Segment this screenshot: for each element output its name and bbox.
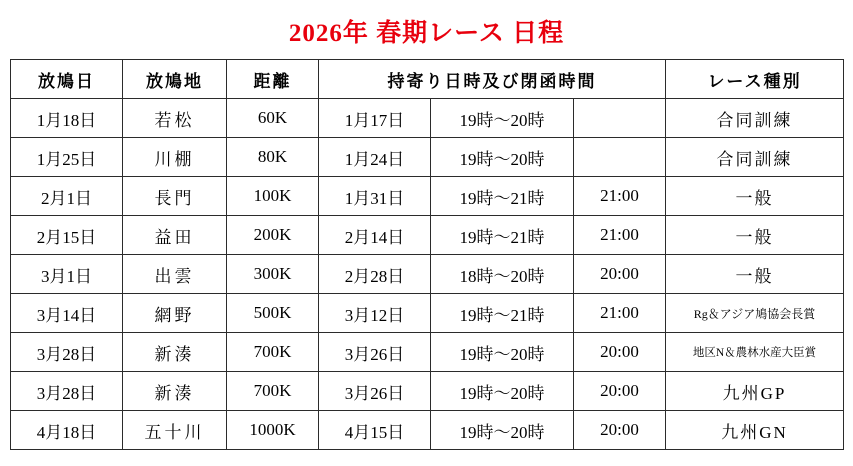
cell-release-place: 益田 bbox=[123, 216, 227, 255]
cell-bring-date: 2月28日 bbox=[319, 255, 431, 294]
cell-close-time: 21:00 bbox=[574, 294, 666, 333]
page-title: 2026年 春期レース 日程 bbox=[288, 20, 565, 47]
cell-bring-time: 19時～20時 bbox=[431, 99, 574, 138]
table-row bbox=[11, 255, 844, 294]
cell-distance: 80K bbox=[227, 138, 319, 177]
cell-distance: 200K bbox=[227, 216, 319, 255]
cell-bring-date: 3月12日 bbox=[319, 294, 431, 333]
column-header-bring-in: 持寄り日時及び閉函時間 bbox=[319, 60, 666, 99]
cell-release-place: 出雲 bbox=[123, 255, 227, 294]
table-row bbox=[11, 99, 844, 138]
cell-bring-time: 19時～20時 bbox=[431, 138, 574, 177]
table-row bbox=[11, 216, 844, 255]
cell-bring-date: 1月17日 bbox=[319, 99, 431, 138]
cell-distance: 300K bbox=[227, 255, 319, 294]
cell-release-place: 川棚 bbox=[123, 138, 227, 177]
cell-close-time: 21:00 bbox=[574, 216, 666, 255]
cell-close-time: 20:00 bbox=[574, 255, 666, 294]
cell-bring-date: 2月14日 bbox=[319, 216, 431, 255]
cell-close-time bbox=[574, 138, 666, 177]
column-header-distance: 距離 bbox=[227, 60, 319, 99]
cell-release-date: 3月28日 bbox=[11, 372, 123, 411]
cell-release-date: 1月25日 bbox=[11, 138, 123, 177]
cell-bring-date: 4月15日 bbox=[319, 411, 431, 450]
cell-bring-time: 19時～21時 bbox=[431, 177, 574, 216]
cell-race-type: 九州GP bbox=[666, 372, 844, 411]
cell-race-type: 一般 bbox=[666, 255, 844, 294]
cell-bring-time: 19時～21時 bbox=[431, 294, 574, 333]
race-schedule-table bbox=[10, 59, 844, 450]
cell-release-date: 2月15日 bbox=[11, 216, 123, 255]
cell-distance: 500K bbox=[227, 294, 319, 333]
cell-close-time: 20:00 bbox=[574, 333, 666, 372]
cell-bring-time: 18時～20時 bbox=[431, 255, 574, 294]
cell-distance: 60K bbox=[227, 99, 319, 138]
table-row bbox=[11, 411, 844, 450]
cell-race-type: 一般 bbox=[666, 177, 844, 216]
table-header bbox=[11, 60, 844, 99]
cell-distance: 1000K bbox=[227, 411, 319, 450]
cell-bring-time: 19時～20時 bbox=[431, 411, 574, 450]
cell-close-time: 20:00 bbox=[574, 411, 666, 450]
cell-bring-time: 19時～20時 bbox=[431, 333, 574, 372]
cell-bring-date: 1月31日 bbox=[319, 177, 431, 216]
column-header-race-type: レース種別 bbox=[666, 60, 844, 99]
cell-release-place: 新湊 bbox=[123, 333, 227, 372]
cell-distance: 100K bbox=[227, 177, 319, 216]
cell-bring-time: 19時～20時 bbox=[431, 372, 574, 411]
cell-race-type: 合同訓練 bbox=[666, 99, 844, 138]
cell-race-type: Rg＆アジア鳩協会長賞 bbox=[666, 294, 844, 333]
cell-bring-date: 3月26日 bbox=[319, 372, 431, 411]
column-header-release-date: 放鳩日 bbox=[11, 60, 123, 99]
column-header-release-place: 放鳩地 bbox=[123, 60, 227, 99]
cell-release-place: 新湊 bbox=[123, 372, 227, 411]
cell-release-place: 五十川 bbox=[123, 411, 227, 450]
cell-release-place: 若松 bbox=[123, 99, 227, 138]
cell-distance: 700K bbox=[227, 333, 319, 372]
table-body bbox=[11, 99, 844, 450]
table-row bbox=[11, 372, 844, 411]
table-row bbox=[11, 294, 844, 333]
table-row bbox=[11, 333, 844, 372]
cell-bring-date: 3月26日 bbox=[319, 333, 431, 372]
cell-release-date: 4月18日 bbox=[11, 411, 123, 450]
schedule-table-wrapper bbox=[0, 59, 853, 450]
cell-close-time: 21:00 bbox=[574, 177, 666, 216]
cell-release-place: 長門 bbox=[123, 177, 227, 216]
table-row bbox=[11, 177, 844, 216]
cell-close-time: 20:00 bbox=[574, 372, 666, 411]
cell-release-date: 3月1日 bbox=[11, 255, 123, 294]
cell-race-type: 一般 bbox=[666, 216, 844, 255]
cell-release-date: 3月28日 bbox=[11, 333, 123, 372]
cell-race-type: 合同訓練 bbox=[666, 138, 844, 177]
table-header-row bbox=[11, 60, 844, 99]
cell-bring-date: 1月24日 bbox=[319, 138, 431, 177]
table-row bbox=[11, 138, 844, 177]
cell-close-time bbox=[574, 99, 666, 138]
cell-release-date: 2月1日 bbox=[11, 177, 123, 216]
cell-release-date: 1月18日 bbox=[11, 99, 123, 138]
cell-bring-time: 19時～21時 bbox=[431, 216, 574, 255]
cell-release-place: 網野 bbox=[123, 294, 227, 333]
cell-race-type: 地区N＆農林水産大臣賞 bbox=[666, 333, 844, 372]
cell-race-type: 九州GN bbox=[666, 411, 844, 450]
cell-release-date: 3月14日 bbox=[11, 294, 123, 333]
cell-distance: 700K bbox=[227, 372, 319, 411]
